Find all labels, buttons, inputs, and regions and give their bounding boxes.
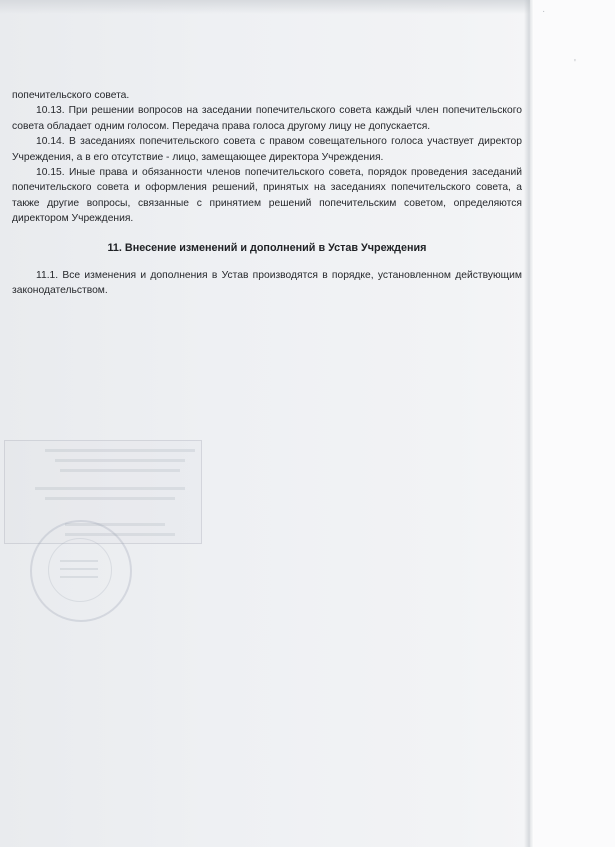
paragraph-10-14: 10.14. В заседаниях попечительского совета с правом совещательного голоса участвует директор Учреждения, а в его отсутствие - лицо, замещающее директора Учреждения. xyxy=(12,136,522,163)
paragraph-continuation: попечительского совета. xyxy=(12,90,130,101)
paragraph-10-15: 10.15. Иные права и обязанности членов попечительского совета, порядок проведения заседаний попечительского совета и оформления решений, принятых на заседаниях попечительского совета, а также другие вопросы, связанные с принятием решений попечительским советом, определяются директором Учреждения. xyxy=(12,167,522,225)
page-edge-shadow xyxy=(524,0,534,847)
scan-top-shadow xyxy=(0,0,530,14)
scan-right-margin xyxy=(534,0,615,847)
scan-speck: · xyxy=(542,6,546,17)
scan-speck: ' xyxy=(574,58,576,69)
paragraph-10-13: 10.13. При решении вопросов на заседании попечительского совета каждый член попечительского совета обладает одним голосом. Передача права голоса другому лицу не допускается. xyxy=(12,105,522,132)
document-body xyxy=(12,88,522,299)
paragraph-11-1: 11.1. Все изменения и дополнения в Устав производятся в порядке, установленном действующим законодательством. xyxy=(12,270,522,297)
section-11-heading: 11. Внесение изменений и дополнений в Устав Учреждения xyxy=(107,241,427,254)
faded-round-seal-inner-ring xyxy=(48,538,112,602)
